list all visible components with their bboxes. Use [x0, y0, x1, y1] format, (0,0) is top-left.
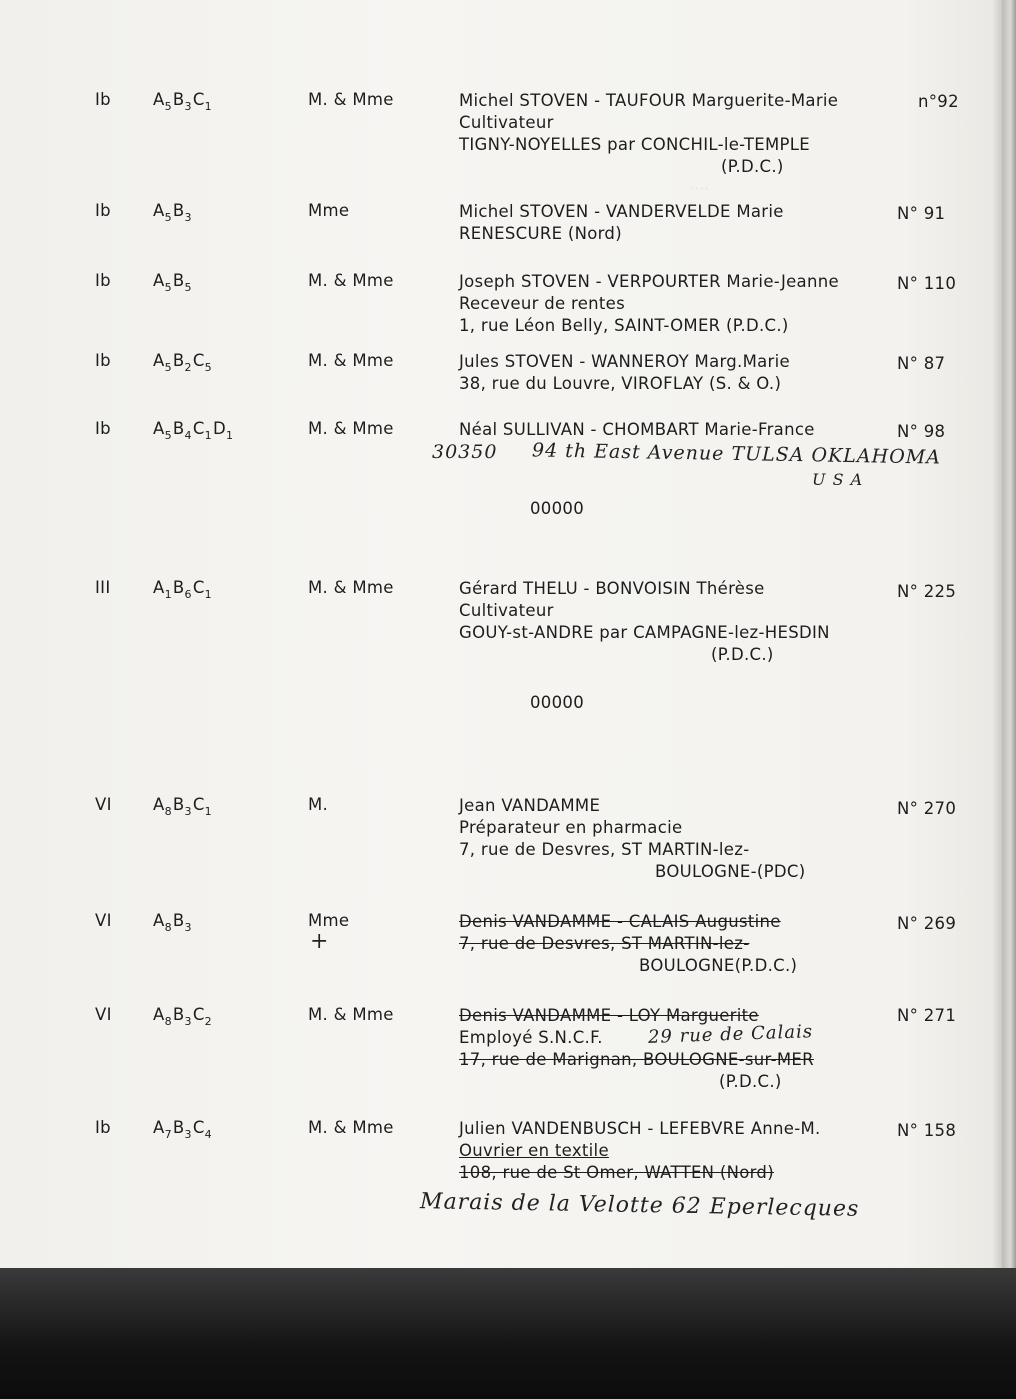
entry-details: [459, 795, 969, 883]
handwritten-cross: +: [310, 929, 330, 954]
code-letter: B: [172, 90, 185, 109]
entry-number: N° 269: [897, 914, 957, 933]
code-letter: B: [172, 795, 185, 814]
entry-line: Préparateur en pharmacie: [459, 818, 683, 837]
code-letter: C: [192, 1005, 205, 1024]
genealogy-code: [153, 1118, 213, 1141]
handwritten-us-address: 94 th East Avenue TULSA OKLAHOMA: [531, 439, 942, 469]
code-letter: B: [172, 351, 185, 370]
entry-number: N° 110: [897, 274, 957, 293]
entry-details: [459, 419, 969, 441]
entry-line: (P.D.C.): [721, 157, 784, 176]
entry-class: Ib: [95, 271, 111, 290]
code-letter: C: [192, 90, 205, 109]
entry-name: Néal SULLIVAN - CHOMBART Marie-France: [459, 420, 815, 439]
code-letter: B: [172, 1118, 185, 1137]
code-letter: C: [192, 578, 205, 597]
code-letter: C: [192, 795, 205, 814]
entry-name: Michel STOVEN - TAUFOUR Marguerite-Marie: [459, 91, 839, 110]
entry-line: 7, rue de Desvres, ST MARTIN-lez-: [459, 934, 750, 953]
code-index: 3: [184, 1128, 192, 1141]
entry-details: [459, 578, 969, 666]
code-index: 5: [204, 361, 212, 374]
entry-name: Gérard THELU - BONVOISIN Thérèse: [459, 579, 765, 598]
entry-line: TIGNY-NOYELLES par CONCHIL-le-TEMPLE: [459, 135, 811, 154]
code-letter: B: [172, 1005, 185, 1024]
code-letter: A: [153, 90, 165, 109]
entry-name: Michel STOVEN - VANDERVELDE Marie: [459, 202, 784, 221]
entry-line: Employé S.N.C.F.: [459, 1028, 603, 1047]
civility: M. & Mme: [308, 271, 394, 290]
entry-line: GOUY-st-ANDRE par CAMPAGNE-lez-HESDIN: [459, 623, 830, 642]
code-index: 3: [184, 100, 192, 113]
entry-line: (P.D.C.): [719, 1072, 782, 1091]
civility: M. & Mme: [308, 351, 394, 370]
bleed-through-text: ····: [690, 180, 710, 198]
code-letter: A: [153, 351, 165, 370]
entry-number: N° 225: [897, 582, 957, 601]
entry-details: [459, 911, 969, 977]
code-index: 2: [184, 361, 192, 374]
entry-number: N° 271: [897, 1006, 957, 1025]
entry-name: Joseph STOVEN - VERPOURTER Marie-Jeanne: [459, 272, 839, 291]
code-index: 1: [164, 588, 172, 601]
code-index: 8: [164, 921, 172, 934]
code-index: 5: [164, 281, 172, 294]
entry-details: [459, 351, 969, 395]
entry-class: VI: [95, 795, 112, 814]
code-letter: A: [153, 795, 165, 814]
code-index: 8: [164, 805, 172, 818]
civility: M. & Mme: [308, 90, 394, 109]
code-index: 1: [204, 100, 212, 113]
genealogy-code: [153, 351, 213, 374]
scanner-background: [0, 1268, 1016, 1399]
zero-marker: 00000: [530, 499, 584, 518]
entry-number: N° 158: [897, 1121, 957, 1140]
entry-line: (P.D.C.): [711, 645, 774, 664]
entry-line: BOULOGNE(P.D.C.): [639, 956, 798, 975]
entry-number: N° 87: [897, 354, 946, 373]
entry-line: Receveur de rentes: [459, 294, 626, 313]
genealogy-code: [153, 578, 213, 601]
entry-line: RENESCURE (Nord): [459, 224, 622, 243]
entry-class: Ib: [95, 419, 111, 438]
entry-line: 17, rue de Marignan, BOULOGNE-sur-MER: [459, 1050, 814, 1069]
code-letter: B: [172, 419, 185, 438]
entry-line: BOULOGNE-(PDC): [655, 862, 806, 881]
entry-number: n°92: [918, 92, 959, 111]
code-letter: A: [153, 1118, 165, 1137]
code-index: 3: [184, 1015, 192, 1028]
code-letter: B: [172, 911, 185, 930]
code-index: 4: [184, 429, 192, 442]
code-letter: D: [212, 419, 226, 438]
book-spine: [1002, 0, 1016, 1268]
entry-details: [459, 271, 969, 337]
code-index: 1: [204, 429, 212, 442]
entry-line: Cultivateur: [459, 601, 554, 620]
code-index: 2: [204, 1015, 212, 1028]
entry-details: [459, 1118, 969, 1184]
code-index: 5: [164, 361, 172, 374]
code-letter: C: [192, 419, 205, 438]
code-index: 3: [184, 805, 192, 818]
entry-name: Jules STOVEN - WANNEROY Marg.Marie: [459, 352, 790, 371]
code-letter: B: [172, 271, 185, 290]
entry-number: N° 270: [897, 799, 957, 818]
entry-class: Ib: [95, 351, 111, 370]
civility: M. & Mme: [308, 1118, 394, 1137]
code-index: 8: [164, 1015, 172, 1028]
entry-line: 1, rue Léon Belly, SAINT-OMER (P.D.C.): [459, 316, 789, 335]
entry-details: [459, 201, 969, 245]
code-index: 3: [184, 921, 192, 934]
entry-class: Ib: [95, 1118, 111, 1137]
civility: M.: [308, 795, 329, 814]
code-letter: A: [153, 1005, 165, 1024]
entry-line: Ouvrier en textile: [459, 1141, 609, 1160]
genealogy-code: [153, 1005, 213, 1028]
code-index: 6: [184, 588, 192, 601]
code-letter: A: [153, 911, 165, 930]
code-index: 1: [204, 805, 212, 818]
code-letter: B: [172, 201, 185, 220]
code-letter: C: [192, 1118, 205, 1137]
entry-details: [459, 1005, 969, 1093]
civility: Mme: [308, 201, 350, 220]
code-letter: B: [172, 578, 185, 597]
code-index: 1: [204, 588, 212, 601]
entry-line: 7, rue de Desvres, ST MARTIN-lez-: [459, 840, 750, 859]
code-index: 4: [204, 1128, 212, 1141]
code-index: 1: [226, 429, 234, 442]
genealogy-code: [153, 90, 213, 113]
code-letter: A: [153, 271, 165, 290]
civility: M. & Mme: [308, 1005, 394, 1024]
entry-line: Cultivateur: [459, 113, 554, 132]
code-letter: A: [153, 419, 165, 438]
code-index: 5: [164, 100, 172, 113]
civility: Mme: [308, 911, 350, 930]
handwritten-zip: 30350: [432, 441, 498, 463]
entry-number: N° 98: [897, 422, 946, 441]
entry-number: N° 91: [897, 204, 946, 223]
handwritten-country: U S A: [812, 470, 864, 489]
entry-class: Ib: [95, 201, 111, 220]
entry-details: [459, 90, 969, 178]
entry-name: Denis VANDAMME - CALAIS Augustine: [459, 912, 781, 931]
genealogy-code: [153, 795, 213, 818]
entry-line: 108, rue de St Omer, WATTEN (Nord): [459, 1163, 774, 1182]
entry-line: 38, rue du Louvre, VIROFLAY (S. & O.): [459, 374, 782, 393]
genealogy-code: [153, 419, 234, 442]
code-index: 3: [184, 211, 192, 224]
entry-name: Denis VANDAMME - LOY Marguerite: [459, 1006, 759, 1025]
entry-class: VI: [95, 911, 112, 930]
zero-marker: 00000: [530, 693, 584, 712]
handwritten-new-address: 29 rue de Calais: [647, 1021, 814, 1048]
code-letter: C: [192, 351, 205, 370]
civility: M. & Mme: [308, 419, 394, 438]
code-index: 5: [184, 281, 192, 294]
entry-class: III: [95, 578, 111, 597]
civility: M. & Mme: [308, 578, 394, 597]
code-index: 5: [164, 429, 172, 442]
code-index: 5: [164, 211, 172, 224]
code-letter: A: [153, 201, 165, 220]
code-index: 7: [164, 1128, 172, 1141]
entry-class: VI: [95, 1005, 112, 1024]
entry-class: Ib: [95, 90, 111, 109]
genealogy-code: [153, 201, 193, 224]
entry-name: Julien VANDENBUSCH - LEFEBVRE Anne-M.: [459, 1119, 821, 1138]
entry-name: Jean VANDAMME: [459, 796, 601, 815]
code-letter: A: [153, 578, 165, 597]
genealogy-code: [153, 271, 193, 294]
genealogy-code: [153, 911, 193, 934]
handwritten-new-address: Marais de la Velotte 62 Eperlecques: [419, 1189, 860, 1222]
